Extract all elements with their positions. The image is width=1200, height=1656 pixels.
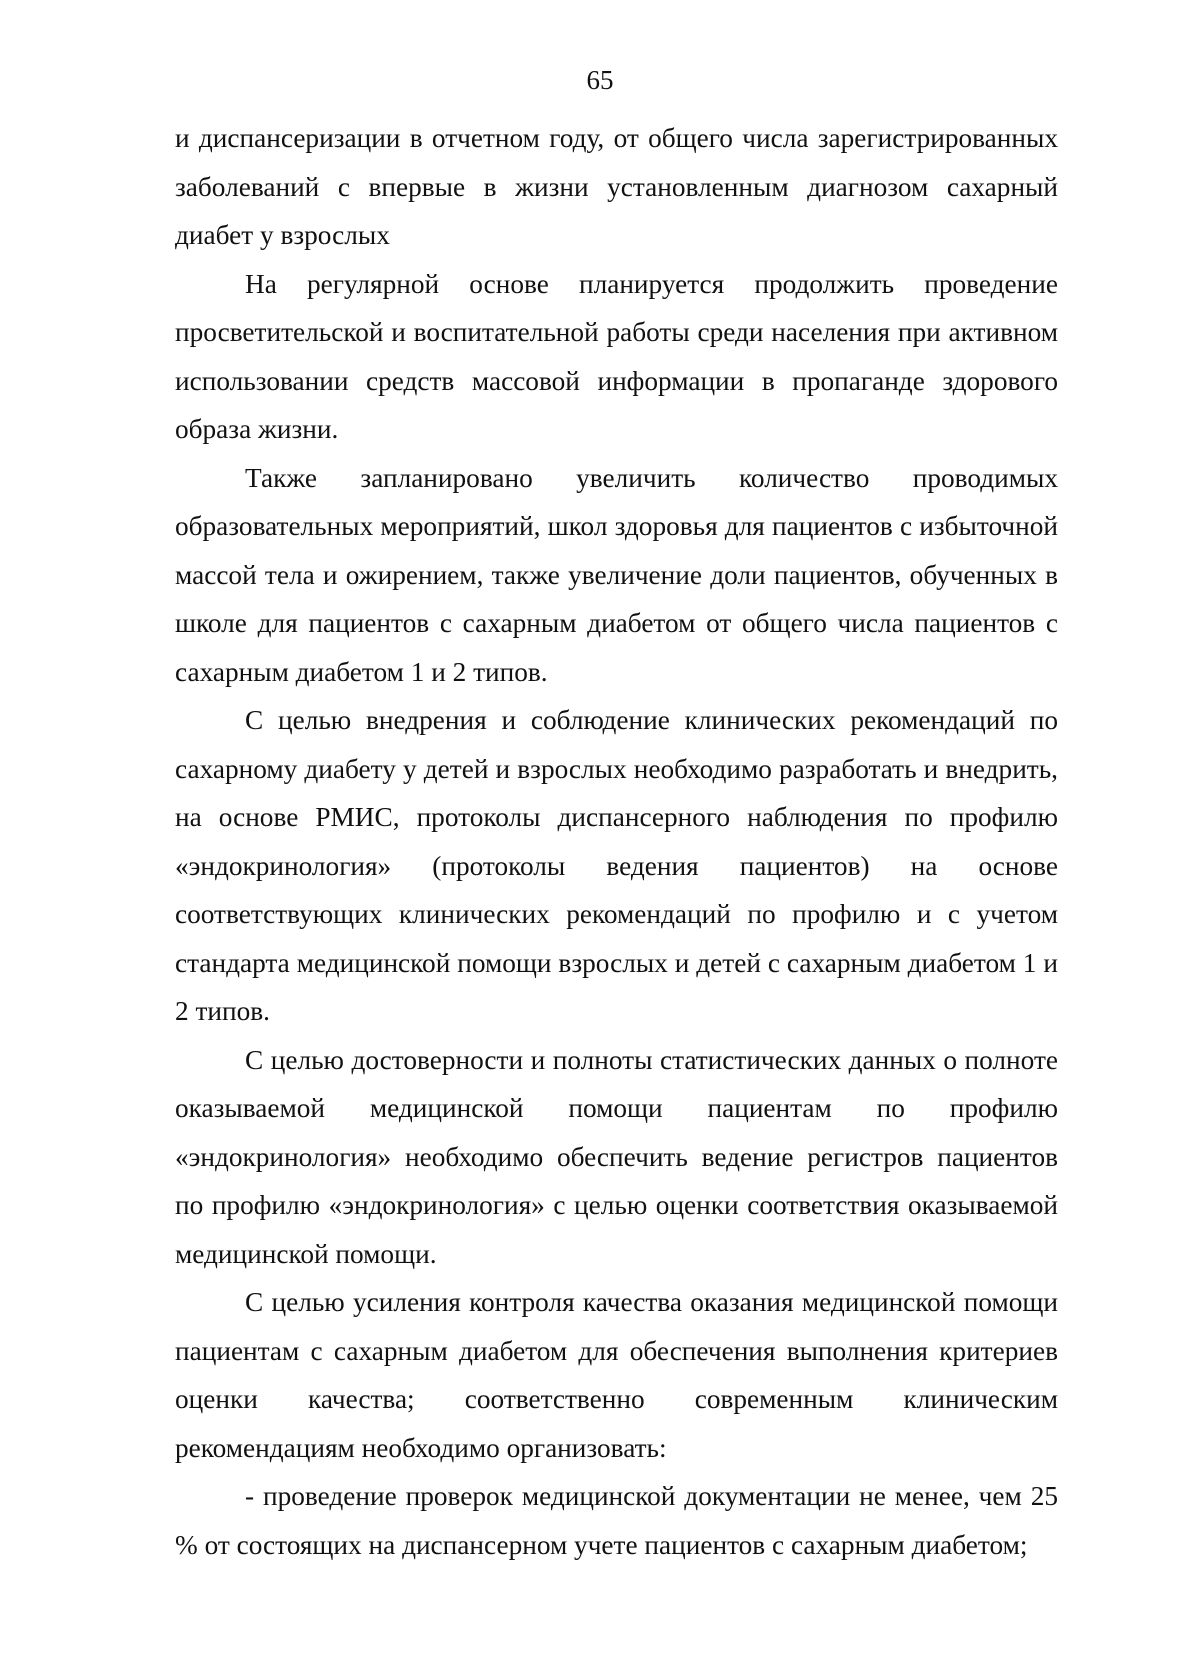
paragraph-education-work: На регулярной основе планируется продолжить проведение просветительской и воспитательной работы среди населения при активном использовании средств массовой информации в пропаганде здорового образа жизни. bbox=[175, 268, 1058, 444]
paragraph-health-schools: Также запланировано увеличить количество проводимых образовательных мероприятий, школ здоровья для пациентов с избыточной массой тела и ожирением, также увеличение доли пациентов, обученных в школе для пациентов с сахарным диабетом от общего числа пациентов с сахарным диабетом 1 и 2 типов. bbox=[175, 462, 1058, 687]
paragraph-clinical-recommendations: С целью внедрения и соблюдение клинических рекомендаций по сахарному диабету у детей и взрослых необходимо разработать и внедрить, на основе РМИС, протоколы диспансерного наблюдения по профилю «эндокринология» (протоколы ведения пациентов) на основе соответствующих клинических рекомендаций по профилю и с учетом стандарта медицинской помощи взрослых и детей с сахарным диабетом 1 и 2 типов. bbox=[175, 705, 1058, 1026]
list-item-documentation-checks: - проведение проверок медицинской документации не менее, чем 25 % от состоящих на диспансерном учете пациентов с сахарным диабетом; bbox=[175, 1481, 1058, 1560]
page-number: 65 bbox=[586, 65, 614, 95]
paragraph-patient-registers: С целью достоверности и полноты статистических данных о полноте оказываемой медицинской помощи пациентам по профилю «эндокринология» необходимо обеспечить ведение регистров пациентов по профилю «эндокринология» с целью оценки соответствия оказываемой медицинской помощи. bbox=[175, 1044, 1058, 1269]
document-body bbox=[175, 114, 1058, 1569]
paragraph-quality-control: С целью усиления контроля качества оказания медицинской помощи пациентам с сахарным диабетом для обеспечения выполнения критериев оценки качества; соответственно современным клиническим рекомендациям необходимо организовать: bbox=[175, 1287, 1058, 1463]
paragraph-continuation: и диспансеризации в отчетном году, от общего числа зарегистрированных заболеваний с впервые в жизни установленным диагнозом сахарный диабет у взрослых bbox=[175, 123, 1058, 250]
